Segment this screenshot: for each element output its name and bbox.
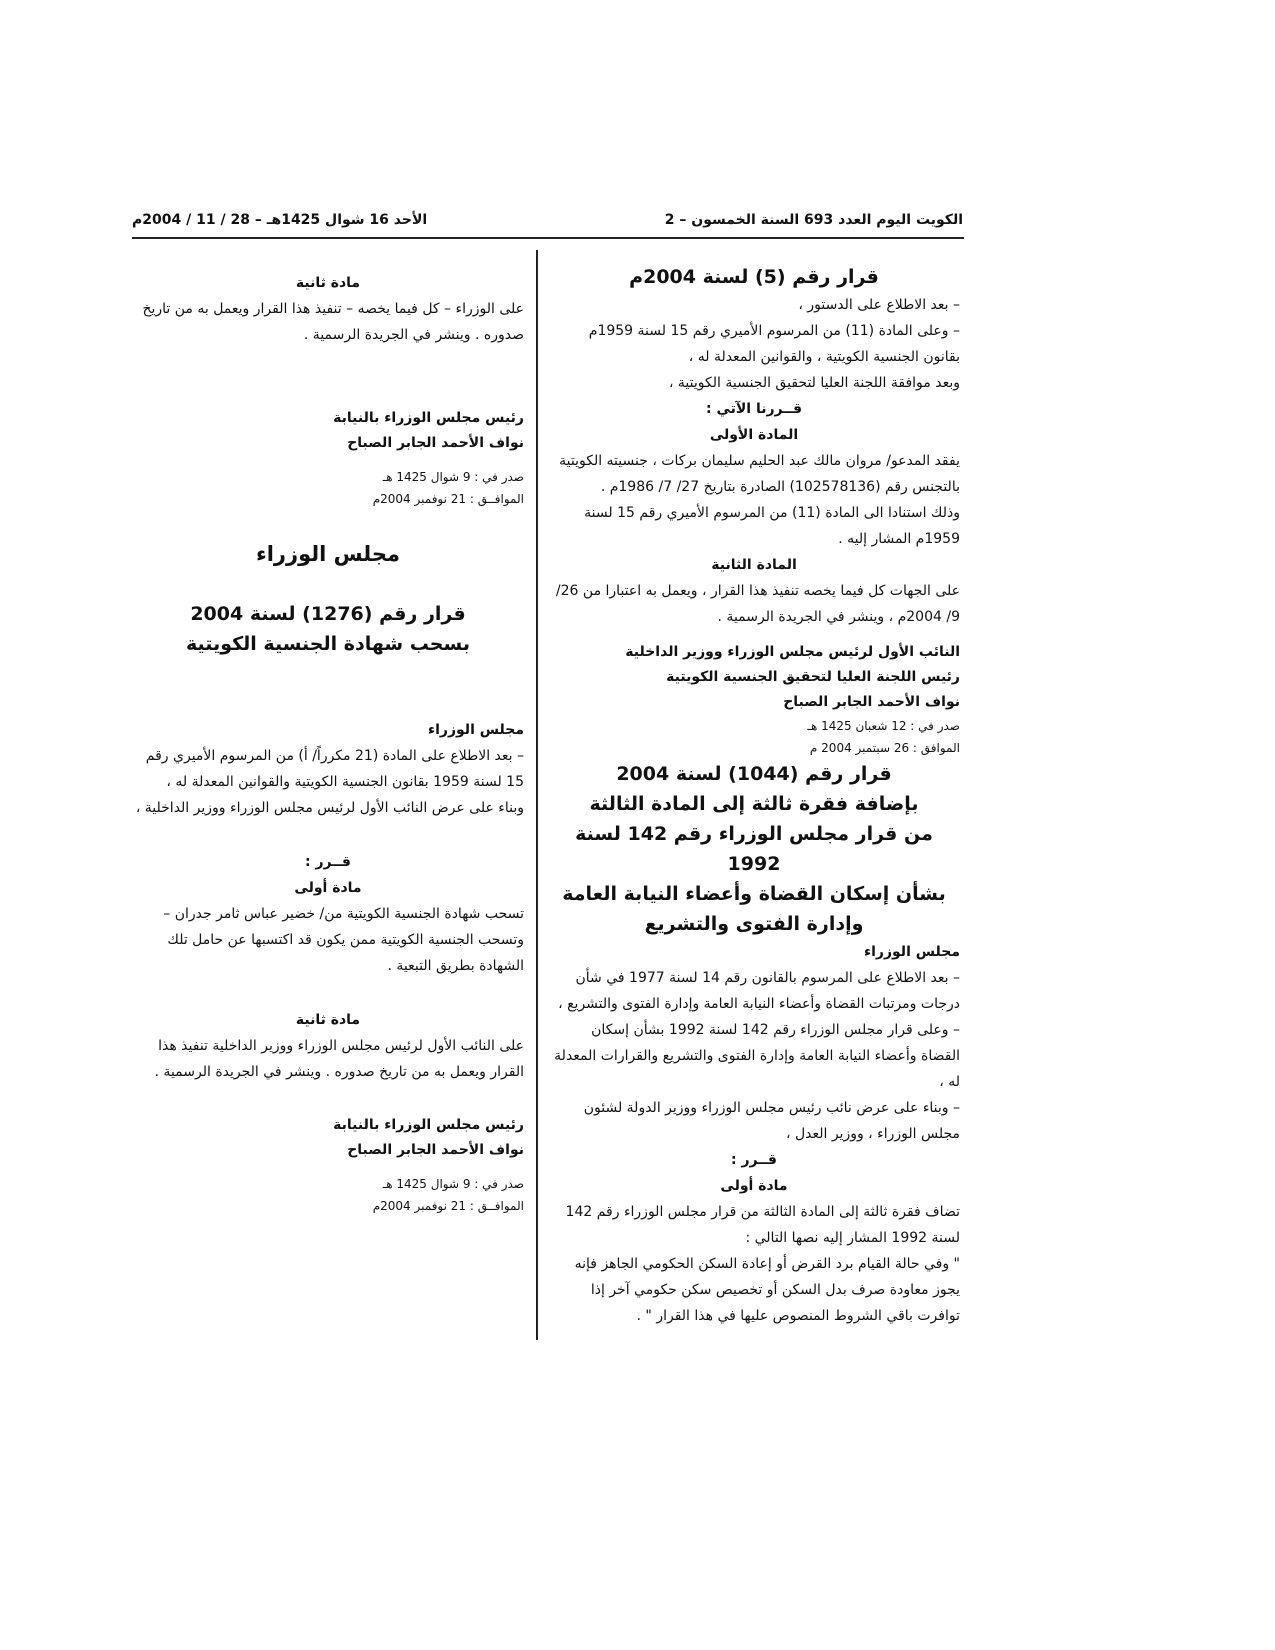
article-heading: مادة ثانية (295, 275, 361, 291)
decision-1044 (548, 759, 960, 1329)
signature-name: نواف الأحمد الجابر الصباح (783, 694, 960, 710)
section-title: مجلس الوزراء (255, 542, 401, 566)
article-heading: المادة الثانية (711, 557, 797, 573)
decision-1276 (132, 599, 524, 1217)
preamble-line: – بعد الاطلاع على المادة (21 مكرراً/ أ) من المرسوم الأميري رقم 15 لسنة 1959 بقانون الجنسية الكويتية والقوانين المعدلة له ، (145, 748, 524, 790)
decision-title: من قرار مجلس الوزراء رقم 142 لسنة 1992 (575, 823, 933, 875)
left-column (132, 270, 524, 1217)
corresponding-date: الموافــق : 21 نوفمبر 2004م (372, 1199, 524, 1213)
signature-line: رئيس مجلس الوزراء بالنيابة (333, 1117, 524, 1133)
decision-title: قرار رقم (5) لسنة 2004م (629, 266, 879, 288)
preamble-line: – وبناء على عرض نائب رئيس مجلس الوزراء ووزير الدولة لشئون مجلس الوزراء ، ووزير العدل ، (583, 1100, 960, 1142)
continuation-block (132, 270, 524, 510)
gazette-issue-header: الكويت اليوم العدد 693 السنة الخمسون – 2 (664, 212, 963, 228)
article-heading: مادة ثانية (295, 1012, 361, 1028)
issuer-label: مجلس الوزراء (863, 944, 960, 960)
preamble-line: – بعد الاطلاع على المرسوم بالقانون رقم 14 لسنة 1977 في شأن درجات ومرتبات القضاة وأعضاء النيابة العامة وإدارة الفتوى والتشريع ، (558, 970, 960, 1012)
signature-line: رئيس مجلس الوزراء بالنيابة (333, 410, 524, 426)
preamble-line: وبناء على عرض النائب الأول لرئيس مجلس الوزراء ووزير الداخلية ، (135, 800, 524, 816)
article-text: وذلك استنادا الى المادة (11) من المرسوم الأميري رقم 15 لسنة 1959م المشار إليه . (584, 505, 960, 547)
preamble-line: وبعد موافقة اللجنة العليا لتحقيق الجنسية الكويتية ، (668, 375, 960, 391)
article-heading: مادة أولى (294, 880, 362, 896)
article-text: على الجهات كل فيما يخصه تنفيذ هذا القرار ، ويعمل به اعتبارا من 26/ 9/ 2004م ، وينشر في الجريدة الرسمية . (555, 583, 960, 625)
decided-label: قــررنا الآتي : (705, 401, 802, 417)
signature-line: رئيس اللجنة العليا لتحقيق الجنسية الكويتية (666, 669, 960, 685)
decision-title: بسحب شهادة الجنسية الكويتية (186, 633, 470, 655)
decision-title: قرار رقم (1276) لسنة 2004 (190, 603, 466, 625)
issued-date: صدر في : 12 شعبان 1425 هـ (807, 719, 960, 733)
header-divider (132, 237, 964, 239)
gazette-date-header: الأحد 16 شوال 1425هـ – 28 / 11 / 2004م (132, 212, 428, 228)
decided-label: قــرر : (305, 854, 351, 870)
issued-date: صدر في : 9 شوال 1425 هـ (382, 1177, 524, 1191)
article-text: يفقد المدعو/ مروان مالك عبد الحليم سليمان بركات ، جنسيته الكويتية بالتجنس رقم (102578136) الصادرة بتاريخ 27/ 7/ 1986م . (559, 453, 960, 495)
preamble-line: – وعلى المادة (11) من المرسوم الأميري رقم 15 لسنة 1959م بقانون الجنسية الكويتية ، والقوانين المعدلة له ، (588, 323, 960, 365)
article-heading: مادة أولى (720, 1178, 788, 1194)
signature-line: النائب الأول لرئيس مجلس الوزراء ووزير الداخلية (625, 644, 960, 660)
preamble-line: – وعلى قرار مجلس الوزراء رقم 142 لسنة 1992 بشأن إسكان القضاة وأعضاء النيابة العامة وإدارة الفتوى والتشريع والقرارات المعدلة له ، (554, 1022, 960, 1090)
preamble-line: – بعد الاطلاع على الدستور ، (798, 297, 960, 313)
column-divider (536, 250, 538, 1340)
issued-date: صدر في : 9 شوال 1425 هـ (382, 470, 524, 484)
article-text: على الوزراء – كل فيما يخصه – تنفيذ هذا القرار ويعمل به من تاريخ صدوره . وينشر في الجريدة الرسمية . (142, 301, 524, 343)
article-text: تسحب شهادة الجنسية الكويتية من/ خضير عباس ثامر جدران – وتسحب الجنسية الكويتية ممن يكون قد اكتسبها عن حامل تلك الشهادة بطريق التبعية . (163, 906, 524, 974)
decision-title: وإدارة الفتوى والتشريع (644, 913, 864, 935)
decision-title: قرار رقم (1044) لسنة 2004 (616, 763, 892, 785)
decision-title: بإضافة فقرة ثالثة إلى المادة الثالثة (589, 793, 919, 815)
article-quote: " وفي حالة القيام برد القرض أو إعادة السكن الحكومي الجاهز فإنه يجوز معاودة صرف بدل السكن أو تخصيص سكن حكومي آخر إذا توافرت باقي الشروط المنصوص عليها في هذا القرار " . (574, 1256, 960, 1324)
corresponding-date: الموافق : 26 سبتمبر 2004 م (809, 741, 960, 755)
corresponding-date: الموافــق : 21 نوفمبر 2004م (372, 492, 524, 506)
decision-title: بشأن إسكان القضاة وأعضاء النيابة العامة (562, 883, 946, 905)
decided-label: قــرر : (731, 1152, 777, 1168)
article-heading: المادة الأولى (709, 427, 799, 443)
article-text: على النائب الأول لرئيس مجلس الوزراء ووزير الداخلية تنفيذ هذا القرار ويعمل به من تاريخ صدوره . وينشر في الجريدة الرسمية . (154, 1038, 524, 1080)
decision-5 (548, 262, 960, 759)
article-text: تضاف فقرة ثالثة إلى المادة الثالثة من قرار مجلس الوزراء رقم 142 لسنة 1992 المشار إليه نصها التالي : (565, 1204, 960, 1246)
right-column (548, 262, 960, 1329)
signature-name: نواف الأحمد الجابر الصباح (347, 1142, 524, 1158)
issuer-label: مجلس الوزراء (427, 722, 524, 738)
signature-name: نواف الأحمد الجابر الصباح (347, 435, 524, 451)
